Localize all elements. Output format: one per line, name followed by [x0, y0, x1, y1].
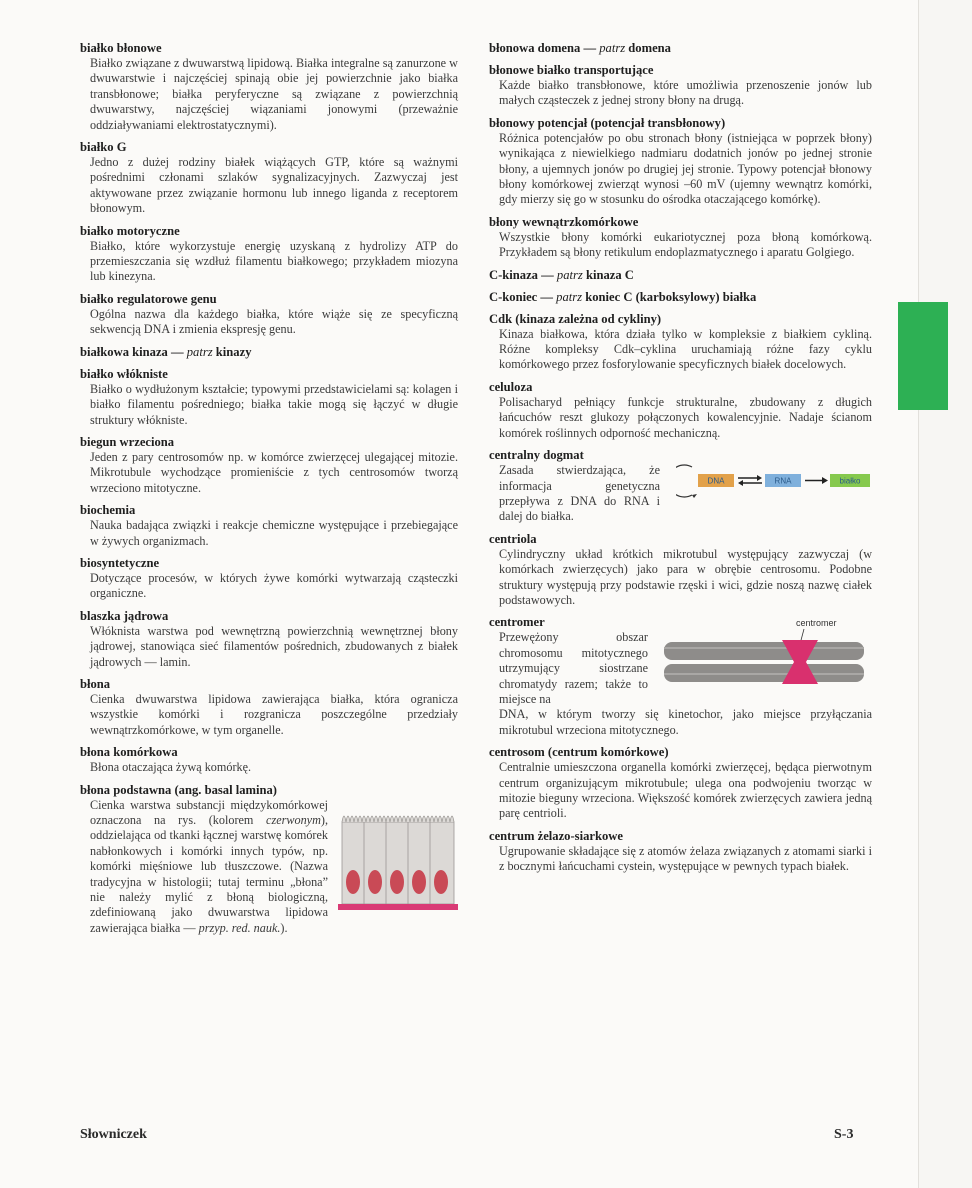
term-text: C-kinaza — — [489, 267, 554, 282]
glossary-entry — [80, 223, 458, 285]
entry-definition: Białko, które wykorzystuje energię uzyskaną z hydrolizy ATP do przemieszczania się wzdłuż filamentu białkowego; przykładem miozyna lub kinezyna. — [90, 238, 458, 284]
left-column — [80, 40, 458, 942]
term-text: błona komórkowa — [80, 745, 178, 760]
transcription-arrows — [738, 475, 762, 486]
entry-definition: Cienka dwuwarstwa lipidowa zawierająca białka, która ogranicza wszystkie komórki i rozgranicza poszczególne przedziały wewnątrzkomórkowe, w tym organelle. — [90, 691, 458, 737]
right-column — [489, 40, 872, 881]
entry-term — [80, 555, 458, 571]
cross-reference-word: patrz — [186, 344, 213, 359]
glossary-entry — [80, 139, 458, 217]
cross-reference-word: patrz — [556, 267, 583, 282]
entry-term — [80, 608, 458, 624]
glossary-entry — [489, 379, 872, 441]
epithelial-cells — [342, 816, 454, 904]
entry-term — [489, 214, 872, 230]
term-text: białko G — [80, 140, 127, 155]
glossary-entry — [80, 434, 458, 496]
entry-definition-full: DNA, w którym tworzy się kinetochor, jako miejsce przyłączania mikrotubul wrzeciona mitotycznego. — [499, 707, 872, 737]
term-text: białko błonowe — [80, 41, 162, 55]
entry-term — [489, 531, 872, 547]
glossary-entry — [80, 291, 458, 338]
entry-definition: Białko o wydłużonym kształcie; typowymi przedstawicielami są: kolagen i białko filamentu pośredniego; białka takie mogą się łączyć w długie struktury włókniste. — [90, 381, 458, 427]
glossary-entry — [489, 267, 872, 283]
definition-italic: czerwonym — [266, 813, 321, 827]
entry-term — [80, 291, 458, 307]
glossary-entry — [489, 828, 872, 875]
cross-reference-word: patrz — [599, 41, 626, 55]
cross-reference-target[interactable]: domena — [628, 41, 671, 55]
term-text: białko regulatorowe genu — [80, 291, 217, 306]
entry-definition: Różnica potencjałów po obu stronach błony (istniejąca w poprzek błony) wynikająca z niewielkiego nadmiaru dodatnich jonów po jednej stronie błony, a ujemnych jonów po drugiej jej stronie. Typowy potencjał błonowy błony komórkowej zwierząt wynosi –60 mV (ujemny wewnątrz komórki, gdy mierzy się go w stosunku do ośrodka otaczającego komórkę). — [499, 130, 872, 207]
term-text: biochemia — [80, 503, 136, 518]
entry-term — [80, 502, 458, 518]
basal-lamina-figure — [338, 802, 458, 920]
cross-reference-target[interactable]: kinazy — [215, 344, 252, 359]
glossary-entry — [489, 40, 872, 56]
rna-label: RNA — [774, 476, 792, 486]
term-text: biosyntetyczne — [80, 555, 160, 570]
entry-term: centralny dogmat — [489, 448, 584, 463]
entry-term — [489, 289, 872, 305]
term-text: błonowy potencjał (potencjał transbłonowy) — [489, 115, 726, 130]
glossary-entry — [80, 555, 458, 602]
glossary-entry — [80, 502, 458, 549]
entry-definition: Białko związane z dwuwarstwą lipidową. Białka integralne są zanurzone w dwuwarstwie i najczęściej spinają obie jej powierzchnie jako białka transbłonowe; białka peryferyczne są związane z powierzchnią dwuwarstwy, najczęściej wiązaniami jonowymi (przeważnie oddziaływaniami elektrostatycznymi). — [90, 56, 458, 132]
glossary-entry — [489, 115, 872, 208]
glossary-entry — [80, 744, 458, 775]
centromere-label: centromer — [796, 618, 837, 629]
entry-definition-wrapped — [90, 798, 328, 937]
entry-term — [80, 744, 458, 760]
entry-definition: Zasada stwierdzająca, że informacja genetyczna przepływa z DNA do RNA i dalej do białka. — [499, 463, 660, 524]
entry-term: centromer — [489, 615, 545, 630]
entry-term — [489, 311, 872, 327]
footer-page-number: S-3 — [834, 1127, 854, 1142]
cross-reference-target[interactable]: kinaza C — [585, 267, 634, 282]
glossary-entry-dogmat — [489, 447, 872, 525]
entry-definition: Kinaza białkowa, która działa tylko w kompleksie z białkiem cykliną. Różne kompleksy Cdk–cyklina uruchamiają różne fazy cyklu komórkowego przez fosforylowanie specyficznych białek docelowych. — [499, 326, 872, 372]
entry-definition: Jeden z pary centrosomów np. w komórce zwierzęcej ulegającej mitozie. Mikrotubule wychodzące promieniście z tych centrosomów tworzą wrzeciono mitotyczne. — [90, 449, 458, 495]
term-text: blaszka jądrowa — [80, 608, 169, 623]
entry-definition: Jedno z dużej rodziny białek wiążących GTP, które są ważnymi pośrednimi członami szlaków sygnalizacyjnych. Zazwyczaj jest aktywowane przez związanie hormonu lub innego liganda z receptorem błonowym. — [90, 155, 458, 216]
term-text: Cdk (kinaza zależna od cykliny) — [489, 311, 662, 326]
definition-text: Cienka warstwa substancji międzykomórkowej oznaczona na rys. (kolorem — [90, 797, 328, 827]
term-text: centrum żelazo-siarkowe — [489, 828, 623, 843]
entry-definition: Centralnie umieszczona organella komórki zwierzęcej, będąca pierwotnym centrum organizującym mikrotubule; ulega ona podwojeniu tworząc w mitozie bieguny wrzeciona. Większość komórek zwierzęcych zawiera jedną parę centrioli. — [499, 760, 872, 821]
term-text: błona — [80, 676, 111, 691]
glossary-entry — [80, 366, 458, 428]
centromere-constriction — [782, 640, 818, 684]
entry-term — [80, 139, 458, 155]
centromere-figure — [658, 614, 872, 690]
term-text: C-koniec — — [489, 289, 554, 304]
entry-term — [80, 344, 458, 360]
glossary-entry — [489, 62, 872, 109]
entry-definition: Dotyczące procesów, w których żywe komórki wytwarzają cząsteczki organiczne. — [90, 570, 458, 601]
footer-section-title: Słowniczek — [80, 1127, 147, 1142]
entry-definition: Polisacharyd pełniący funkcje strukturalne, zbudowany z długich łańcuchów reszt glukozy połączonych kowalencyjnie. Nadaje ścianom komórek roślinnych odporność mechaniczną. — [499, 394, 872, 440]
central-dogma-figure — [676, 461, 872, 501]
entry-term — [80, 676, 458, 692]
glossary-entry — [80, 676, 458, 738]
chromatid-pair — [664, 642, 864, 682]
entry-term — [80, 223, 458, 239]
entry-term — [489, 115, 872, 131]
entry-term — [489, 828, 872, 844]
glossary-entry — [489, 531, 872, 609]
glossary-entry-centromer — [489, 614, 872, 738]
term-text: centriola — [489, 531, 537, 546]
term-text: celuloza — [489, 379, 533, 394]
entry-term — [489, 379, 872, 395]
basal-lamina-layer — [338, 904, 458, 910]
entry-definition: Ugrupowanie składające się z atomów żelaza związanych z atomami siarki i z bocznymi łańcuchami cystein, występujące w pewnych typach białek. — [499, 843, 872, 874]
dna-label: DNA — [707, 476, 725, 486]
entry-term — [80, 366, 458, 382]
entry-definition-wrapped: Przewężony obszar chromosomu mitotycznego utrzymujący siostrzane chromatydy razem; także to miejsce na — [499, 630, 648, 706]
entry-term: błona podstawna (ang. basal lamina) — [80, 782, 278, 797]
entry-term — [489, 744, 872, 760]
entry-definition: Włóknista warstwa pod wewnętrzną powierzchnią wewnętrznej błony jądrowej, stanowiąca sieć filamentów pośrednich, zbudowanych z białek jądrowych — lamin. — [90, 623, 458, 669]
term-text: biegun wrzeciona — [80, 434, 175, 449]
protein-label: białko — [839, 476, 861, 486]
term-text: centrosom (centrum komórkowe) — [489, 745, 669, 760]
entry-definition: Cylindryczny układ krótkich mikrotubul występujący zazwyczaj (w komórkach zwierzęcych) jako para w obrębie centrosomu. Podobne struktury występują przy podstawie rzęski i wici, gdzie noszą nazwę ciałek podstawowych. — [499, 546, 872, 607]
glossary-entry — [80, 344, 458, 360]
entry-term — [489, 62, 872, 78]
cross-reference-target[interactable]: koniec C (karboksylowy) białka — [585, 289, 757, 304]
entry-term — [80, 434, 458, 450]
glossary-entry — [80, 608, 458, 670]
entry-definition: Ogólna nazwa dla każdego białka, które wiąże się ze specyficzną sekwencją DNA i zmienia ekspresję genu. — [90, 306, 458, 337]
entry-term — [80, 40, 458, 56]
glossary-entry — [489, 214, 872, 261]
term-text: białkowa kinaza — — [80, 344, 184, 359]
section-thumb-tab — [898, 302, 948, 410]
definition-end: ). — [280, 920, 288, 935]
term-text: błonowa domena — — [489, 41, 597, 55]
cross-reference-word: patrz — [556, 289, 583, 304]
glossary-entry — [489, 311, 872, 373]
glossary-entry — [80, 40, 458, 133]
editor-note: przyp. red. nauk. — [198, 920, 281, 935]
glossary-entry — [489, 744, 872, 822]
term-text: błony wewnątrzkomórkowe — [489, 214, 639, 229]
term-text: błonowe białko transportujące — [489, 63, 654, 77]
definition-text-2: ), oddzielająca od tkanki łącznej warstwę komórek nabłonkowych i komórki innych typów, np. komórki mięśniowe lub tłuszczowe. (Nazwa tradycyjna w histologii; tutaj terminu „błona” nie należy mylić z błoną biologiczną, zdefiniowaną jako dwuwarstwa lipidowa zawierająca białka — — [90, 813, 328, 935]
entry-term — [489, 267, 872, 283]
entry-definition: Każde białko transbłonowe, które umożliwia przenoszenie jonów lub małych cząsteczek z jednej strony błony na drugą. — [499, 78, 872, 108]
term-text: białko motoryczne — [80, 223, 180, 238]
glossary-entry — [489, 289, 872, 305]
entry-definition: Nauka badająca związki i reakcje chemiczne występujące i przebiegające w żywych organizmach. — [90, 518, 458, 548]
entry-term — [489, 40, 872, 56]
term-text: białko włókniste — [80, 366, 168, 381]
entry-definition: Błona otaczająca żywą komórkę. — [90, 760, 252, 775]
glossary-entry-lamina — [80, 782, 458, 937]
entry-definition: Wszystkie błony komórki eukariotycznej poza błoną komórkową. Przykładem są błony retikulum endoplazmatycznego i aparatu Golgiego. — [499, 229, 872, 260]
